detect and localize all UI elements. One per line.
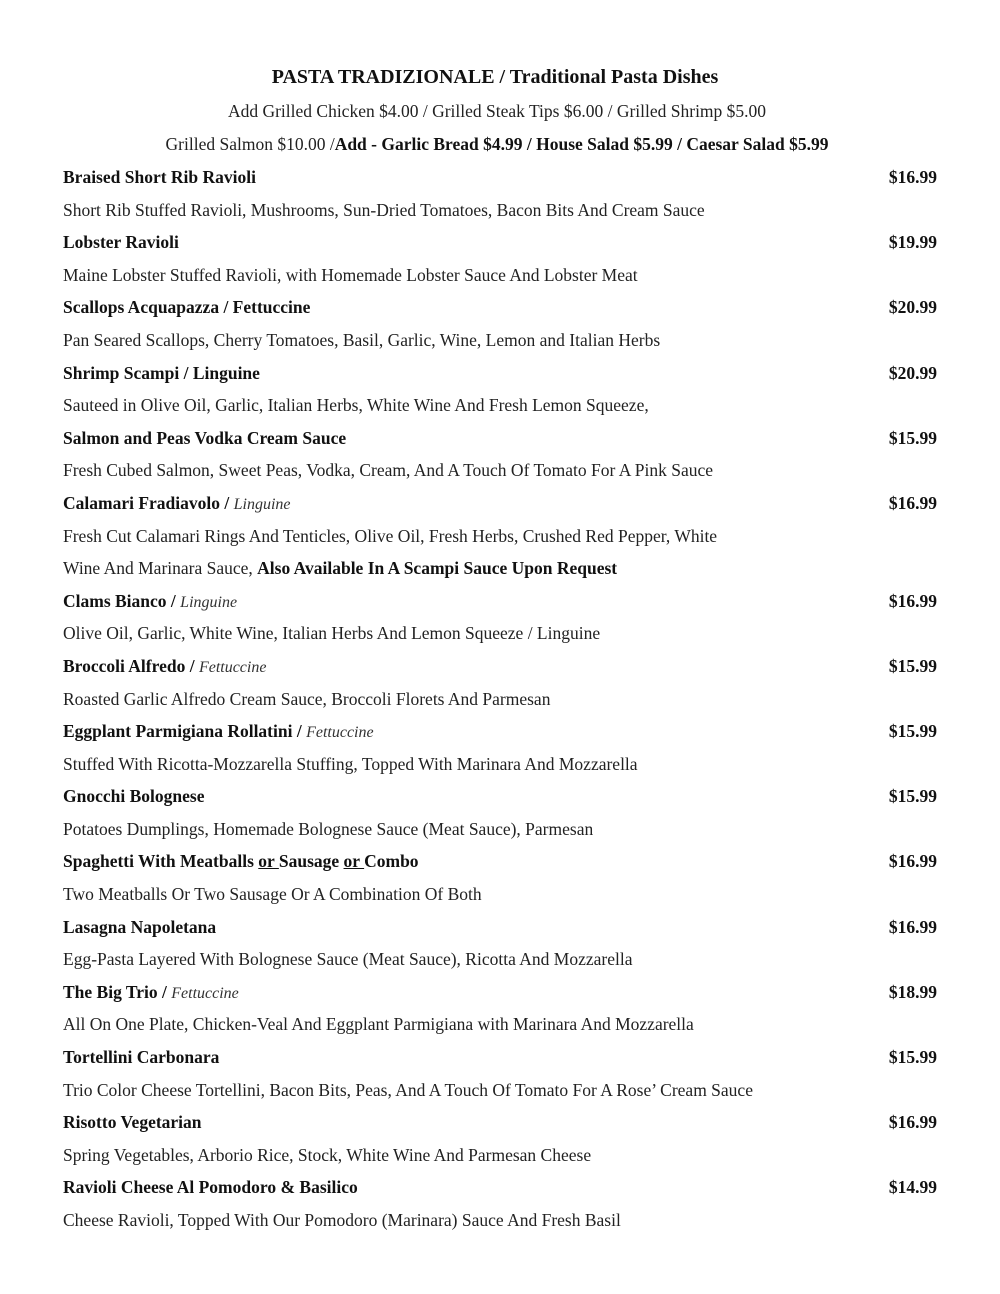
item-price: $20.99 [888,297,937,318]
item-pasta-style: Linguine [233,495,291,513]
item-price: $16.99 [888,590,937,611]
item-description-note: Also Available In A Scampi Sauce Upon Request [257,558,618,579]
item-description: Fresh Cubed Salmon, Sweet Peas, Vodka, Cream, And A Touch Of Tomato For A Pink Sauce [63,460,714,481]
item-price: $14.99 [888,1177,937,1198]
item-name: Scallops Acquapazza / Fettuccine [63,297,311,318]
menu-item-row [63,294,943,327]
item-name [63,851,419,871]
item-name: Shrimp Scampi / Linguine [63,362,260,383]
item-description: Pan Seared Scallops, Cherry Tomatoes, Basil, Garlic, Wine, Lemon and Italian Herbs [63,329,661,350]
item-pasta-style: Fettuccine [306,724,374,742]
menu-item-row [63,783,943,816]
item-price: $16.99 [888,851,937,872]
item-pasta-style: Fettuccine [198,658,267,676]
item-name: Eggplant Parmigiana Rollatini / [63,721,302,742]
item-description: Maine Lobster Stuffed Ravioli, with Homemade Lobster Sauce And Lobster Meat [63,264,638,285]
menu-item-row [63,1044,943,1077]
item-name: Broccoli Alfredo / [63,655,195,676]
item-price: $18.99 [888,981,937,1002]
add-ons-line-2-bold: Add - Garlic Bread $4.99 / House Salad $5.99 / Caesar Salad $5.99 [334,134,829,154]
item-price: $15.99 [888,721,937,742]
item-price: $19.99 [888,232,937,253]
item-description: Spring Vegetables, Arborio Rice, Stock, White Wine And Parmesan Cheese [63,1144,592,1165]
item-name-part: Spaghetti With Meatballs [63,851,259,872]
menu-item-row [63,360,943,393]
item-name-part: Sausage [278,851,344,872]
menu-item-row [63,490,943,523]
item-name: Salmon and Peas Vodka Cream Sauce [63,427,347,448]
item-price: $15.99 [888,427,937,448]
item-price: $15.99 [888,1047,937,1068]
item-name: Gnocchi Bolognese [63,786,205,807]
item-price: $16.99 [888,916,937,937]
menu-item-row [63,979,943,1012]
menu-item-row [63,653,943,686]
item-name: The Big Trio / [63,981,167,1002]
menu-item-row [63,1109,943,1142]
item-description: Fresh Cut Calamari Rings And Tenticles, Olive Oil, Fresh Herbs, Crushed Red Pepper, White [63,525,718,546]
item-description-continued [63,555,943,588]
item-name: Ravioli Cheese Al Pomodoro & Basilico [63,1177,358,1198]
item-description: Stuffed With Ricotta-Mozzarella Stuffing, Topped With Marinara And Mozzarella [63,753,638,774]
menu-list [63,164,943,1240]
item-price: $15.99 [888,655,937,676]
item-name: Calamari Fradiavolo / [63,492,230,513]
item-description-plain: Wine And Marinara Sauce, [63,558,253,579]
item-name-or: or [258,851,279,872]
add-ons-line-1: Add Grilled Chicken $4.00 / Grilled Steak Tips $6.00 / Grilled Shrimp $5.00 [227,101,767,121]
menu-item-row [63,1174,943,1207]
item-description: Cheese Ravioli, Topped With Our Pomodoro (Marinara) Sauce And Fresh Basil [63,1210,621,1230]
item-description: Short Rib Stuffed Ravioli, Mushrooms, Sun-Dried Tomatoes, Bacon Bits And Cream Sauce [63,199,705,220]
menu-item-row [63,914,943,947]
menu-item-row [63,848,943,881]
item-name: Lasagna Napoletana [63,916,217,937]
menu-item-row [63,588,943,621]
menu-item-row [63,164,943,197]
item-name: Tortellini Carbonara [63,1047,220,1068]
item-name: Lobster Ravioli [63,232,179,253]
item-description: Potatoes Dumplings, Homemade Bolognese Sauce (Meat Sauce), Parmesan [63,818,594,839]
item-name-part: Combo [364,851,419,872]
item-description: Sauteed in Olive Oil, Garlic, Italian Herbs, White Wine And Fresh Lemon Squeeze, [63,395,649,416]
item-name: Braised Short Rib Ravioli [63,167,257,187]
item-price: $15.99 [888,786,937,807]
item-description: Trio Color Cheese Tortellini, Bacon Bits, Peas, And A Touch Of Tomato For A Rose’ Cream Sauce [63,1079,753,1100]
item-description: Two Meatballs Or Two Sausage Or A Combination Of Both [63,884,482,905]
menu-item-row [63,229,943,262]
item-name: Risotto Vegetarian [63,1112,202,1133]
item-description: Roasted Garlic Alfredo Cream Sauce, Broccoli Florets And Parmesan [63,688,551,709]
item-pasta-style: Linguine [180,593,238,611]
item-price: $16.99 [888,167,937,187]
add-ons-line-2 [0,132,994,156]
item-name-or: or [343,851,365,872]
item-description: Olive Oil, Garlic, White Wine, Italian Herbs And Lemon Squeeze / Linguine [63,623,601,644]
menu-item-row [63,425,943,458]
item-description: Egg-Pasta Layered With Bolognese Sauce (Meat Sauce), Ricotta And Mozzarella [63,949,633,970]
item-price: $16.99 [888,492,937,513]
item-description: All On One Plate, Chicken-Veal And Eggplant Parmigiana with Marinara And Mozzarella [63,1014,694,1035]
item-price: $20.99 [888,362,937,383]
add-ons-line-2-plain: Grilled Salmon $10.00 / [165,134,335,154]
menu-item-row [63,718,943,751]
item-price: $16.99 [888,1112,937,1133]
item-name: Clams Bianco / [63,590,176,611]
item-pasta-style: Fettuccine [171,984,239,1002]
page-title: PASTA TRADIZIONALE / Traditional Pasta Dishes [271,66,719,88]
